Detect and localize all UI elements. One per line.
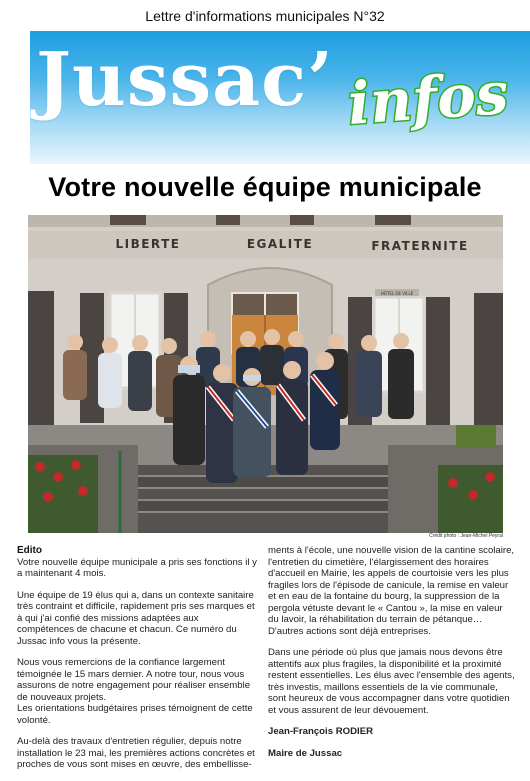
sign-word: FRATERNITE [371, 239, 469, 253]
sign-word: EGALITE [246, 237, 314, 251]
article-paragraph: Votre nouvelle équipe municipale a pris ses fonctions il y a maintenant 4 mois. [17, 556, 257, 579]
sign-word: LIBERTE [115, 237, 181, 251]
article-paragraph: Au-delà des travaux d'entretien régulier, depuis notre installation le 23 mai, les premières actions concrètes et proches de vous sont mises en œuvre, des embellisse- [17, 736, 255, 770]
signature-name: Jean-François RODIER [268, 726, 374, 737]
signature-role: Maire de Jussac [268, 747, 343, 759]
article-paragraph: Nous vous remercions de la confiance largement témoignée le 15 mars dernier. A notre tour, nous vous assurons de notre engagement pour réaliser ensemble de nouveaux projets. [17, 657, 251, 703]
article-paragraph: ments à l'école, une nouvelle vision de la cantine scolaire, l'entretien du cimetière, l'élargissement des horaires d'accueil en Mairie, les appels de courtoisie vers les plus fragiles lors de l'épisode de canicule, la remise en valeur et en eau de la fontaine du bourg, la suppression de la pergola vétuste devant le « Cantou », la mise en valeur du lavoir, la réhabilitation du terrain de pétanque… D'autres actions sont déjà entreprises. [268, 545, 515, 637]
masthead-banner [30, 31, 530, 164]
team-photo-illustration [28, 215, 503, 533]
article-column-right [268, 545, 515, 769]
photo-credit: Crédit photo : Jean-Michel Peyral [429, 533, 503, 539]
masthead-title: Jussac’ [36, 37, 334, 123]
team-photo [28, 215, 503, 533]
article-paragraph: Une équipe de 19 élus qui a, dans un contexte sanitaire très contraint et difficile, rapidement pris ses marques et à qui j'ai confié des missions adaptées aux compétences de chacune et chacun. Ce numéro du Jussac info vous la présente. [17, 589, 255, 647]
article-title: Edito [17, 545, 42, 556]
newsletter-issue-line: Lettre d'informations municipales N°32 [145, 8, 385, 24]
article-column-left [17, 545, 258, 781]
door-plaque: HÔTEL DE VILLE [380, 291, 414, 296]
masthead-script: infos [345, 58, 511, 138]
article-paragraph: Dans une période où plus que jamais nous devons être attentifs aux plus fragiles, la disponibilité et la proximité restent essentielles. Les élus avec l'ensemble des agents, très investis, maillons essentiels de la vie communale, sont heureux de vous accompagner dans votre quotidien et vous assurent de leur dévouement. [268, 647, 515, 716]
page-title: Votre nouvelle équipe municipale [48, 172, 482, 202]
article-paragraph: Les orientations budgétaires prises témoignent de cette volonté. [17, 703, 253, 726]
